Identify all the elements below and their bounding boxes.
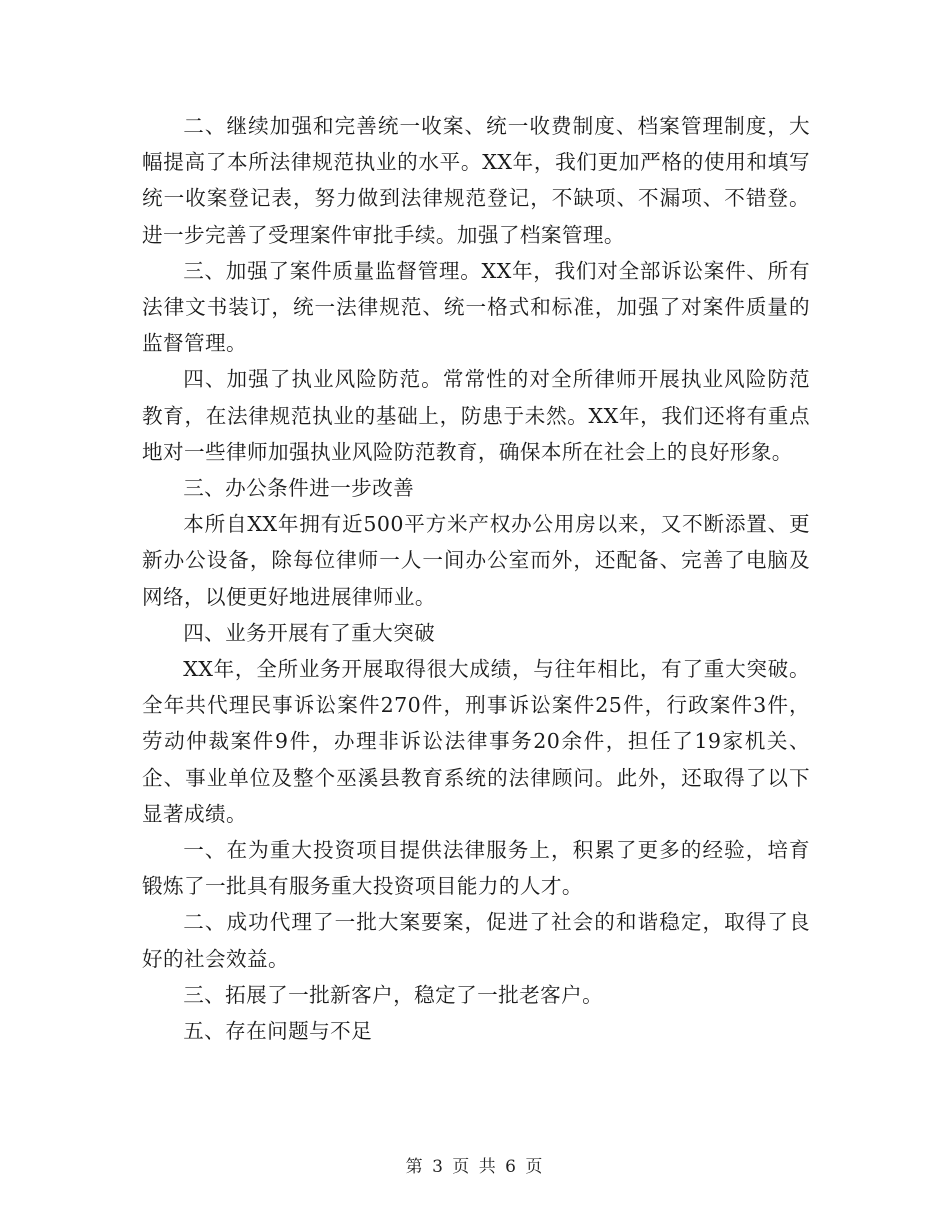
paragraph-office-conditions: 本所自XX年拥有近500平方米产权办公用房以来，又不断添置、更新办公设备，除每位律师一人一间办公室而外，还配备、完善了电脑及网络，以便更好地进展律师业。 (142, 512, 810, 609)
paragraph-archive-management: 二、继续加强和完善统一收案、统一收费制度、档案管理制度，大幅提高了本所法律规范执业的水平。XX年，我们更加严格的使用和填写统一收案登记表，努力做到法律规范登记，不缺项、不漏项、不错登。进一步完善了受理案件审批手续。加强了档案管理。 (142, 114, 810, 247)
paragraph-risk-prevention: 四、加强了执业风险防范。常常性的对全所律师开展执业风险防范教育，在法律规范执业的基础上，防患于未然。XX年，我们还将有重点地对一些律师加强执业风险防范教育，确保本所在社会上的良好形象。 (142, 367, 810, 464)
page-number-footer: 第 3 页 共 6 页 (405, 1157, 545, 1177)
section-heading-problems: 五、存在问题与不足 (183, 1019, 373, 1044)
paragraph-major-cases: 二、成功代理了一批大案要案，促进了社会的和谐稳定，取得了良好的社会效益。 (142, 910, 810, 971)
document-body (142, 108, 810, 1049)
paragraph-clients: 三、拓展了一批新客户，稳定了一批老客户。 (183, 982, 604, 1007)
paragraph-business-statistics: XX年，全所业务开展取得很大成绩，与往年相比，有了重大突破。全年共代理民事诉讼案件270件，刑事诉讼案件25件，行政案件3件，劳动仲裁案件9件，办理非诉讼法律事务20余件，担任了19家机关、企、事业单位及整个巫溪县教育系统的法律顾问。此外，还取得了以下显著成绩。 (142, 657, 810, 826)
section-heading-business-breakthrough: 四、业务开展有了重大突破 (183, 620, 436, 645)
paragraph-investment-services: 一、在为重大投资项目提供法律服务上，积累了更多的经验，培育锻炼了一批具有服务重大投资项目能力的人才。 (142, 838, 810, 899)
paragraph-quality-supervision: 三、加强了案件质量监督管理。XX年，我们对全部诉讼案件、所有法律文书装订，统一法律规范、统一格式和标准，加强了对案件质量的监督管理。 (142, 258, 810, 356)
section-heading-office-conditions: 三、办公条件进一步改善 (183, 476, 415, 501)
